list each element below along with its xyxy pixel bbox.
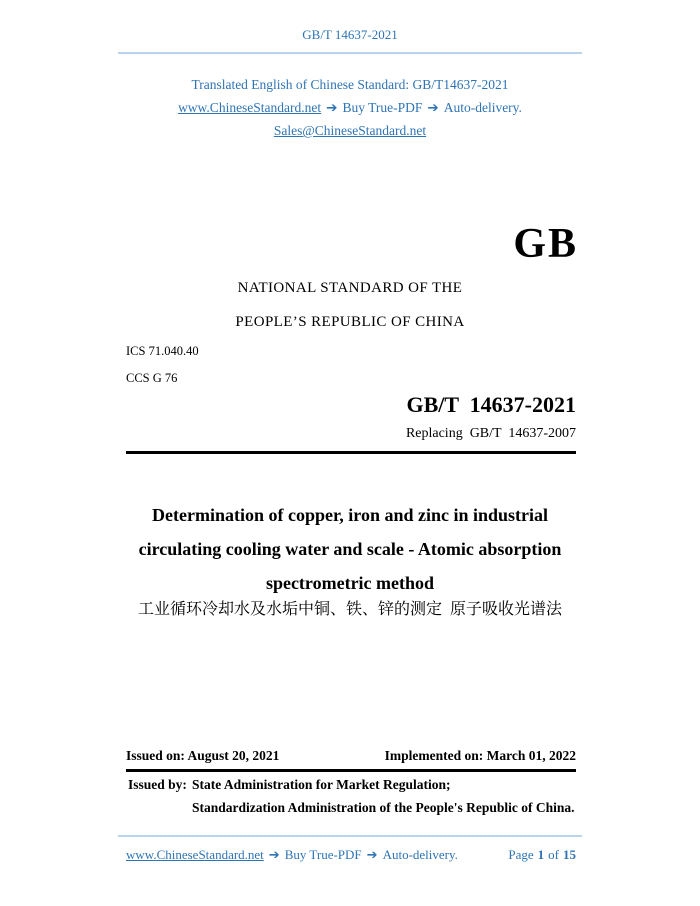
standard-number: GB/T 14637-2021 [406,392,576,417]
arrow-icon: ➔ [366,848,378,863]
chinese-subtitle: 工业循环冷却水及水垢中铜、铁、锌的测定 原子吸收光谱法 [137,601,562,618]
total-pages: 15 [563,847,576,862]
header-divider-line [118,52,582,54]
issued-by-label: Issued by: [128,777,187,792]
sales-email-link[interactable]: Sales@ChineseStandard.net [273,123,427,138]
delivery-text: Auto-delivery. [443,100,522,115]
issue-rule [126,769,576,772]
title-line3: spectrometric method [265,573,435,593]
page-indicator [504,847,576,863]
arrow-icon: ➔ [326,100,338,116]
issuer-line2: Standardization Administration of the People's Republic of China. [192,800,575,815]
arrow-icon: ➔ [427,100,439,116]
org-heading-line2: PEOPLE’S REPUBLIC OF CHINA [235,314,465,330]
site-link[interactable]: www.ChineseStandard.net [126,847,264,862]
replacing-note: Replacing GB/T 14637-2007 [405,426,576,441]
buy-text: Buy True-PDF [284,847,362,862]
running-header-doc-code: GB/T 14637-2021 [302,27,398,42]
standard-number-rule [126,451,576,454]
implemented-on-date: Implemented on: March 01, 2022 [384,748,576,763]
arrow-icon: ➔ [268,848,280,863]
footer-buy-line [126,847,458,863]
gb-logo: GB [513,221,578,267]
issued-by-row [128,777,598,793]
issuer-line1: State Administration for Market Regulation; [192,777,451,792]
ics-code: ICS 71.040.40 [126,344,199,358]
title-line1: Determination of copper, iron and zinc in industrial [151,505,549,525]
org-heading-line1: NATIONAL STANDARD OF THE [237,280,463,296]
footer-row [126,847,576,863]
email-line [0,123,700,139]
title-line2: circulating cooling water and scale - Atomic absorption [138,539,562,559]
page-label: Page [508,847,534,862]
delivery-text: Auto-delivery. [382,847,458,862]
page-number: 1 [537,847,545,862]
site-link[interactable]: www.ChineseStandard.net [178,100,322,115]
footer-divider-line [118,835,582,837]
document-title [60,498,640,600]
issued-on-date: Issued on: August 20, 2021 [126,748,280,763]
issue-dates-row [126,748,576,764]
buy-info-line [0,100,700,116]
ccs-code: CCS G 76 [126,371,178,385]
of-label: of [548,847,559,862]
buy-text: Buy True-PDF [342,100,423,115]
translated-note: Translated English of Chinese Standard: GB/T14637-2021 [191,77,509,92]
